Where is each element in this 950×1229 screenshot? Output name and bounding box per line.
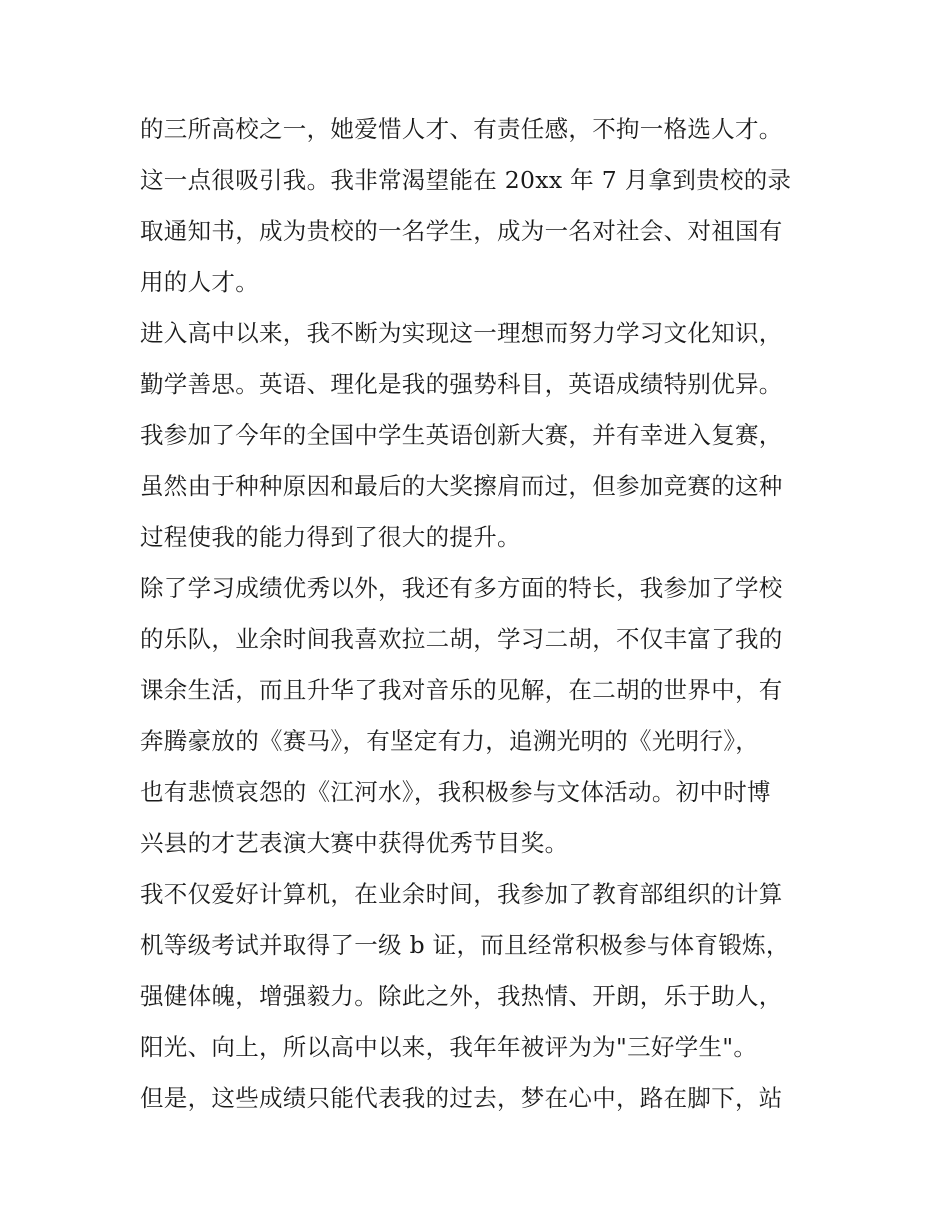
text-line: 强健体魄，增强毅力。除此之外，我热情、开朗，乐于助人， <box>140 982 783 1010</box>
text-line: 虽然由于种种原因和最后的大奖擦肩而过，但参加竞赛的这种 <box>140 472 783 500</box>
text-line: 取通知书，成为贵校的一名学生，成为一名对社会、对祖国有 <box>140 217 783 245</box>
text-line: 除了学习成绩优秀以外，我还有多方面的特长，我参加了学校 <box>140 574 783 602</box>
text-line: 的三所高校之一，她爱惜人才、有责任感，不拘一格选人才。 <box>140 115 783 143</box>
text-line: 过程使我的能力得到了很大的提升。 <box>140 523 521 551</box>
text-line: 奔腾豪放的《赛马》，有坚定有力，追溯光明的《光明行》， <box>140 727 760 755</box>
text-line: 兴县的才艺表演大赛中获得优秀节目奖。 <box>140 829 569 857</box>
text-line: 勤学善思。英语、理化是我的强势科目，英语成绩特别优异。 <box>140 370 783 398</box>
text-line: 进入高中以来，我不断为实现这一理想而努力学习文化知识， <box>140 319 783 347</box>
text-line: 我参加了今年的全国中学生英语创新大赛，并有幸进入复赛， <box>140 421 783 449</box>
text-line: 机等级考试并取得了一级 b 证，而且经常积极参与体育锻炼， <box>140 931 790 959</box>
text-line: 但是，这些成绩只能代表我的过去，梦在心中，路在脚下，站 <box>140 1084 783 1112</box>
text-line: 用的人才。 <box>140 268 259 296</box>
text-line: 的乐队，业余时间我喜欢拉二胡，学习二胡，不仅丰富了我的 <box>140 625 783 653</box>
text-line: 阳光、向上，所以高中以来，我年年被评为为"三好学生"。 <box>140 1033 758 1061</box>
document-body <box>140 104 820 1124</box>
text-line: 我不仅爱好计算机，在业余时间，我参加了教育部组织的计算 <box>140 880 783 908</box>
text-line: 课余生活，而且升华了我对音乐的见解，在二胡的世界中，有 <box>140 676 783 704</box>
text-line: 这一点很吸引我。我非常渴望能在 20xx 年 7 月拿到贵校的录 <box>140 166 792 194</box>
text-line: 也有悲愤哀怨的《江河水》，我积极参与文体活动。初中时博 <box>140 778 771 806</box>
